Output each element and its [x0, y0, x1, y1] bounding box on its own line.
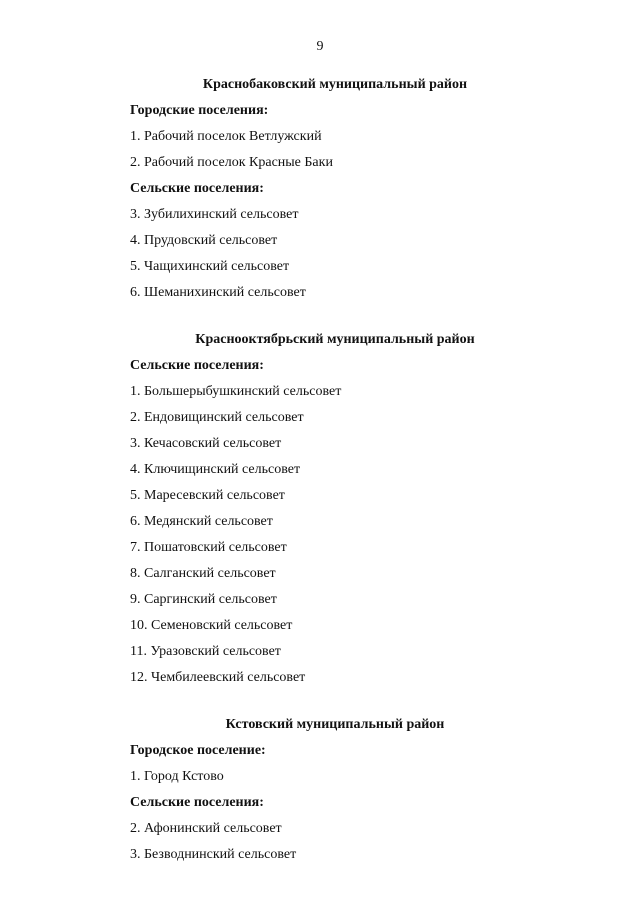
list-item: 2. Рабочий поселок Красные Баки: [130, 155, 333, 170]
list-item: 6. Шеманихинский сельсовет: [130, 285, 306, 300]
list-item: 2. Ендовищинский сельсовет: [130, 410, 304, 425]
district-title: Краснооктябрьский муниципальный район: [195, 332, 475, 347]
settlement-group: [130, 353, 570, 691]
list-item: 3. Зубилихинский сельсовет: [130, 207, 299, 222]
list-item: 9. Саргинский сельсовет: [130, 592, 277, 607]
list-item: 7. Пошатовский сельсовет: [130, 540, 287, 555]
settlement-group: [130, 176, 570, 306]
settlement-group: [130, 738, 570, 790]
document-body: [130, 72, 570, 868]
list-item: 5. Маресевский сельсовет: [130, 488, 285, 503]
list-item: 12. Чембилеевский сельсовет: [130, 670, 306, 685]
list-item: 2. Афонинский сельсовет: [130, 821, 282, 836]
district-section: [130, 327, 570, 691]
settlement-group: [130, 790, 570, 868]
list-item: 1. Город Кстово: [130, 769, 224, 784]
group-title: Городские поселения:: [130, 103, 269, 118]
list-item: 11. Уразовский сельсовет: [130, 644, 281, 659]
list-item: 3. Безводнинский сельсовет: [130, 847, 297, 862]
group-title: Сельские поселения:: [130, 795, 264, 810]
list-item: 1. Большерыбушкинский сельсовет: [130, 384, 342, 399]
district-title: Краснобаковский муниципальный район: [202, 77, 468, 92]
list-item: 4. Прудовский сельсовет: [130, 233, 278, 248]
district-title: Кстовский муниципальный район: [225, 717, 445, 732]
list-item: 8. Салганский сельсовет: [130, 566, 276, 581]
group-title: Сельские поселения:: [130, 181, 264, 196]
district-section: [130, 712, 570, 868]
district-section: [130, 72, 570, 306]
page-number: 9: [316, 39, 324, 54]
group-title: Городское поселение:: [130, 743, 266, 758]
list-item: 10. Семеновский сельсовет: [130, 618, 293, 633]
list-item: 4. Ключищинский сельсовет: [130, 462, 301, 477]
list-item: 1. Рабочий поселок Ветлужский: [130, 129, 322, 144]
group-title: Сельские поселения:: [130, 358, 264, 373]
list-item: 3. Кечасовский сельсовет: [130, 436, 282, 451]
settlement-group: [130, 98, 570, 176]
list-item: 5. Чащихинский сельсовет: [130, 259, 290, 274]
list-item: 6. Медянский сельсовет: [130, 514, 273, 529]
